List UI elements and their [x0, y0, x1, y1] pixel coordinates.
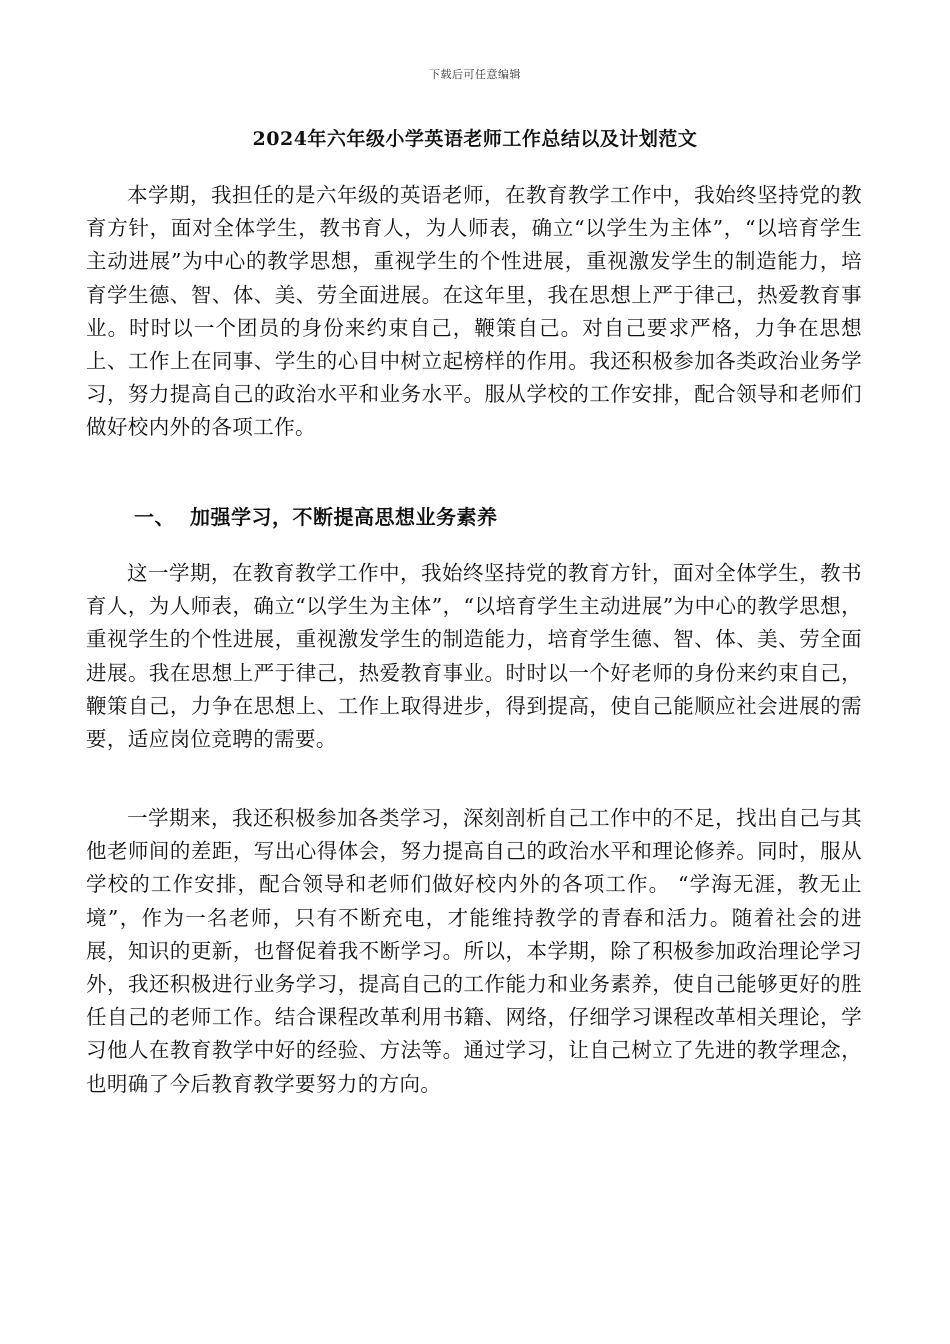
- section-paragraph-2: 一学期来，我还积极参加各类学习，深刻剖析自己工作中的不足，找出自己与其他老师间的差距，写出心得体会，努力提高自己的政治水平和理论修养。同时，服从学校的工作安排，配合领导和老师们做好校内外的各项工作。 “学海无涯，教无止境”，作为一名老师，只有不断充电，才能维持教学的青春和活力。随着社会的进展，知识的更新，也督促着我不断学习。所以，本学期，除了积极参加政治理论学习外，我还积极进行业务学习，提高自己的工作能力和业务素养，使自己能够更好的胜任自己的老师工作。结合课程改革利用书籍、网络，仔细学习课程改革相关理论，学习他人在教育教学中好的经验、方法等。通过学习，让自己树立了先进的教学理念，也明确了今后教育教学要努力的方向。: [86, 806, 862, 1096]
- section-heading: [134, 501, 498, 530]
- document-title: 2024年六年级小学英语老师工作总结以及计划范文: [252, 128, 698, 150]
- intro-paragraph: 本学期，我担任的是六年级的英语老师，在教育教学工作中，我始终坚持党的教育方针，面对全体学生，教书育人，为人师表，确立“以学生为主体”，“以培育学生主动进展”为中心的教学思想，重视学生的个性进展，重视激发学生的制造能力，培育学生德、智、体、美、劳全面进展。在这年里，我在思想上严于律己，热爱教育事业。时时以一个团员的身份来约束自己，鞭策自己。对自己要求严格，力争在思想上、工作上在同事、学生的心目中树立起榜样的作用。我还积极参加各类政治业务学习，努力提高自己的政治水平和业务水平。服从学校的工作安排，配合领导和老师们做好校内外的各项工作。: [86, 183, 862, 440]
- section-number: 一、: [134, 505, 175, 529]
- section-heading-text: 加强学习，不断提高思想业务素养: [190, 505, 498, 529]
- header-note: 下载后可任意编辑: [429, 68, 521, 81]
- section-paragraph-1: 这一学期，在教育教学工作中，我始终坚持党的教育方针，面对全体学生，教书育人，为人师表，确立“以学生为主体”，“以培育学生主动进展”为中心的教学思想，重视学生的个性进展，重视激发学生的制造能力，培育学生德、智、体、美、劳全面进展。我在思想上严于律己，热爱教育事业。时时以一个好老师的身份来约束自己，鞭策自己，力争在思想上、工作上取得进步，得到提高，使自己能顺应社会进展的需要，适应岗位竞聘的需要。: [86, 561, 862, 752]
